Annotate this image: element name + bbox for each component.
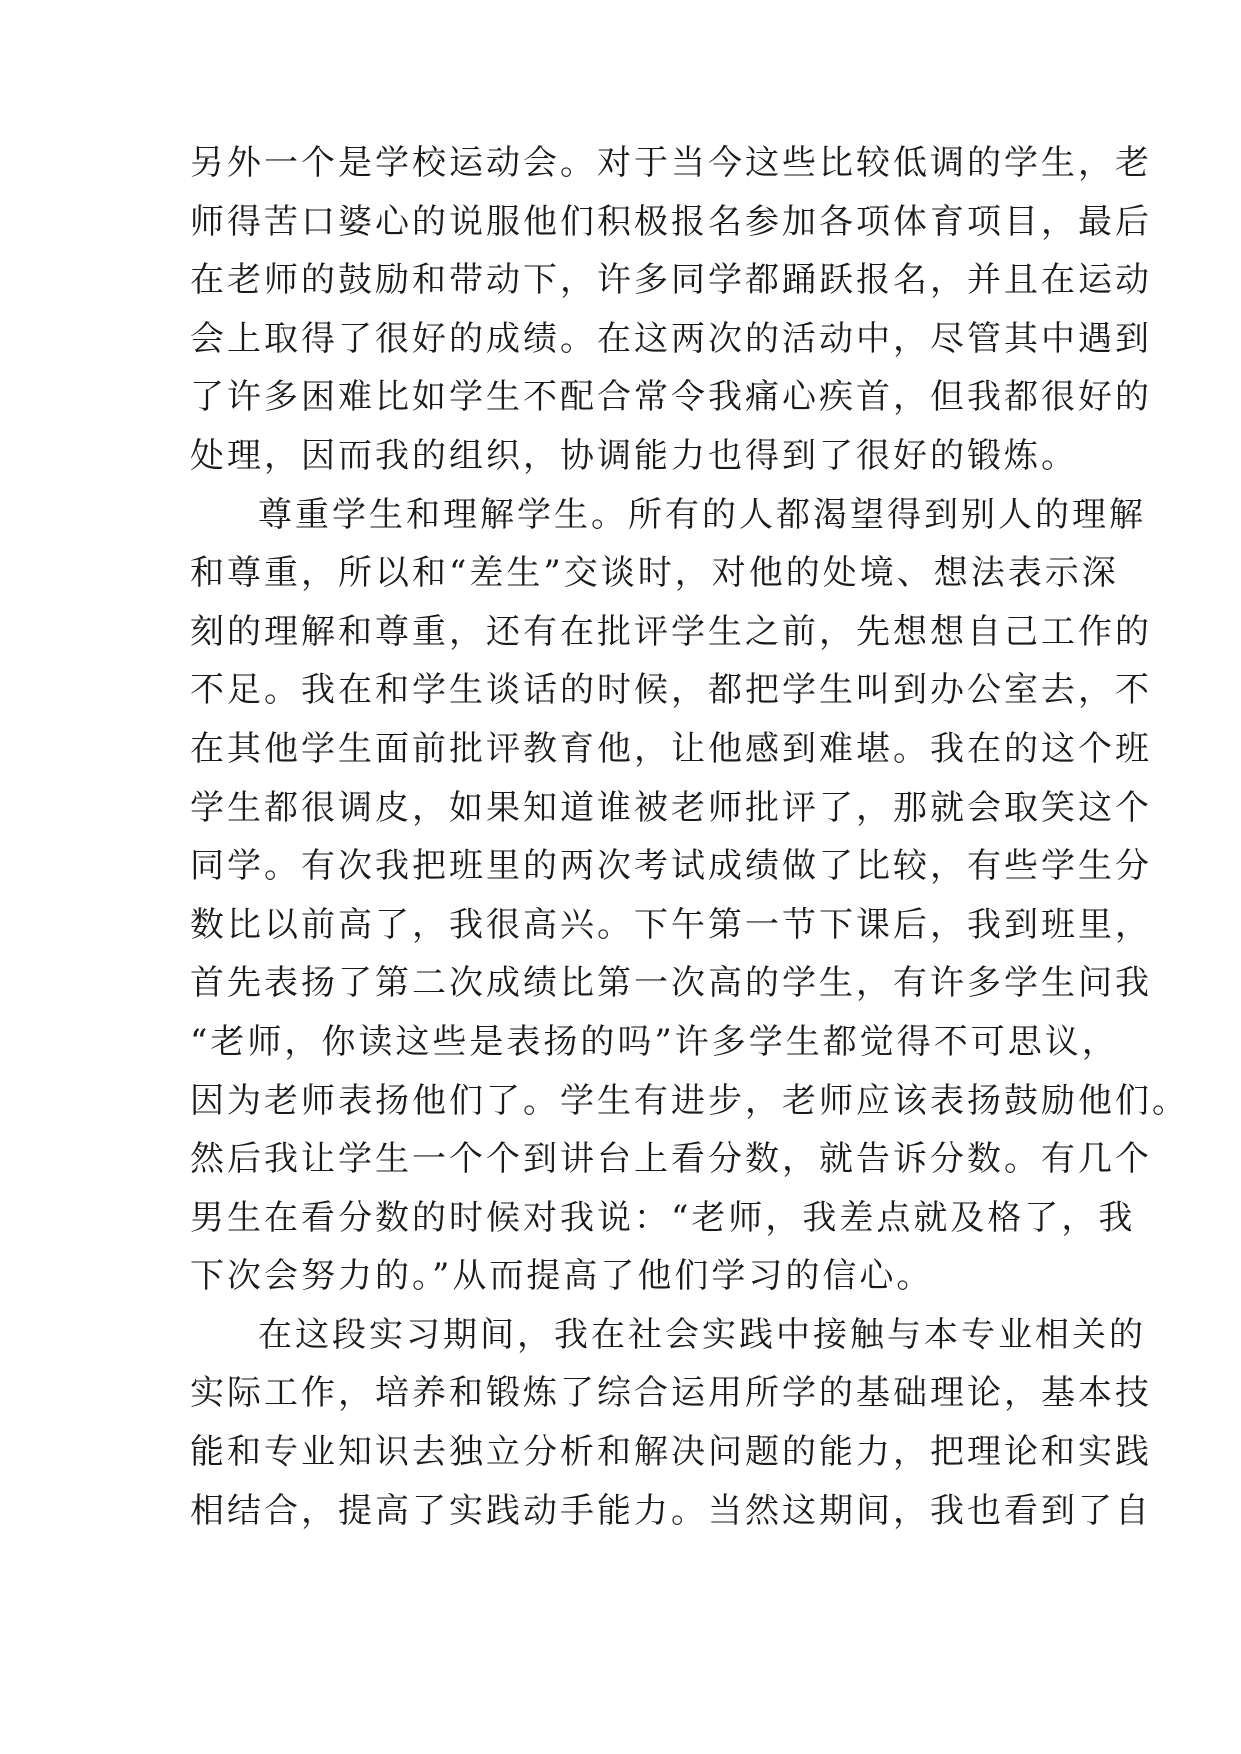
text-line: 另外一个是学校运动会。对于当今这些比较低调的学生，老 [190, 143, 1152, 183]
text-line: 能和专业知识去独立分析和解决问题的能力，把理论和实践 [190, 1432, 1152, 1473]
text-line: 在其他学生面前批评教育他，让他感到难堪。我在的这个班 [190, 728, 1152, 769]
text-line: 在老师的鼓励和带动下，许多同学都踊跃报名，并且在运动 [190, 260, 1152, 301]
text-line: 在这段实习期间，我在社会实践中接触与本专业相关的 [258, 1314, 1146, 1355]
paragraph [190, 1306, 1152, 1540]
text-line: 下次会努力的。”从而提高了他们学习的信心。 [190, 1256, 934, 1297]
paragraph [190, 134, 1152, 486]
text-line: 因为老师表扬他们了。学生有进步，老师应该表扬鼓励他们。 [190, 1080, 1189, 1121]
text-line: 学生都很调皮，如果知道谁被老师批评了，那就会取笑这个 [190, 787, 1152, 828]
text-line: 不足。我在和学生谈话的时候，都把学生叫到办公室去，不 [190, 670, 1152, 711]
text-line: 刻的理解和尊重，还有在批评学生之前，先想想自己工作的 [190, 611, 1152, 652]
body-text [190, 134, 1189, 1540]
text-line: 和尊重，所以和“差生”交谈时，对他的处境、想法表示深 [190, 553, 1119, 594]
text-line: 了许多困难比如学生不配合常令我痛心疾首，但我都很好的 [190, 377, 1152, 418]
text-line: 尊重学生和理解学生。所有的人都渴望得到别人的理解 [258, 494, 1146, 535]
text-line: 数比以前高了，我很高兴。下午第一节下课后，我到班里， [190, 904, 1152, 945]
text-line: 然后我让学生一个个到讲台上看分数，就告诉分数。有几个 [190, 1139, 1152, 1180]
text-line: 实际工作，培养和锻炼了综合运用所学的基础理论，基本技 [190, 1373, 1152, 1414]
text-line: 首先表扬了第二次成绩比第一次高的学生，有许多学生问我 [190, 963, 1152, 1004]
text-line: 会上取得了很好的成绩。在这两次的活动中，尽管其中遇到 [190, 318, 1152, 359]
text-line: “老师，你读这些是表扬的吗”许多学生都觉得不可思议， [190, 1021, 1119, 1062]
paragraph [190, 486, 1189, 1306]
text-line: 男生在看分数的时候对我说：“老师，我差点就及格了，我 [190, 1197, 1136, 1238]
text-line: 同学。有次我把班里的两次考试成绩做了比较，有些学生分 [190, 846, 1152, 887]
text-line: 处理，因而我的组织，协调能力也得到了很好的锻炼。 [190, 435, 1078, 476]
text-line: 师得苦口婆心的说服他们积极报名参加各项体育项目，最后 [190, 201, 1152, 242]
text-line: 相结合，提高了实践动手能力。当然这期间，我也看到了自 [190, 1490, 1152, 1531]
